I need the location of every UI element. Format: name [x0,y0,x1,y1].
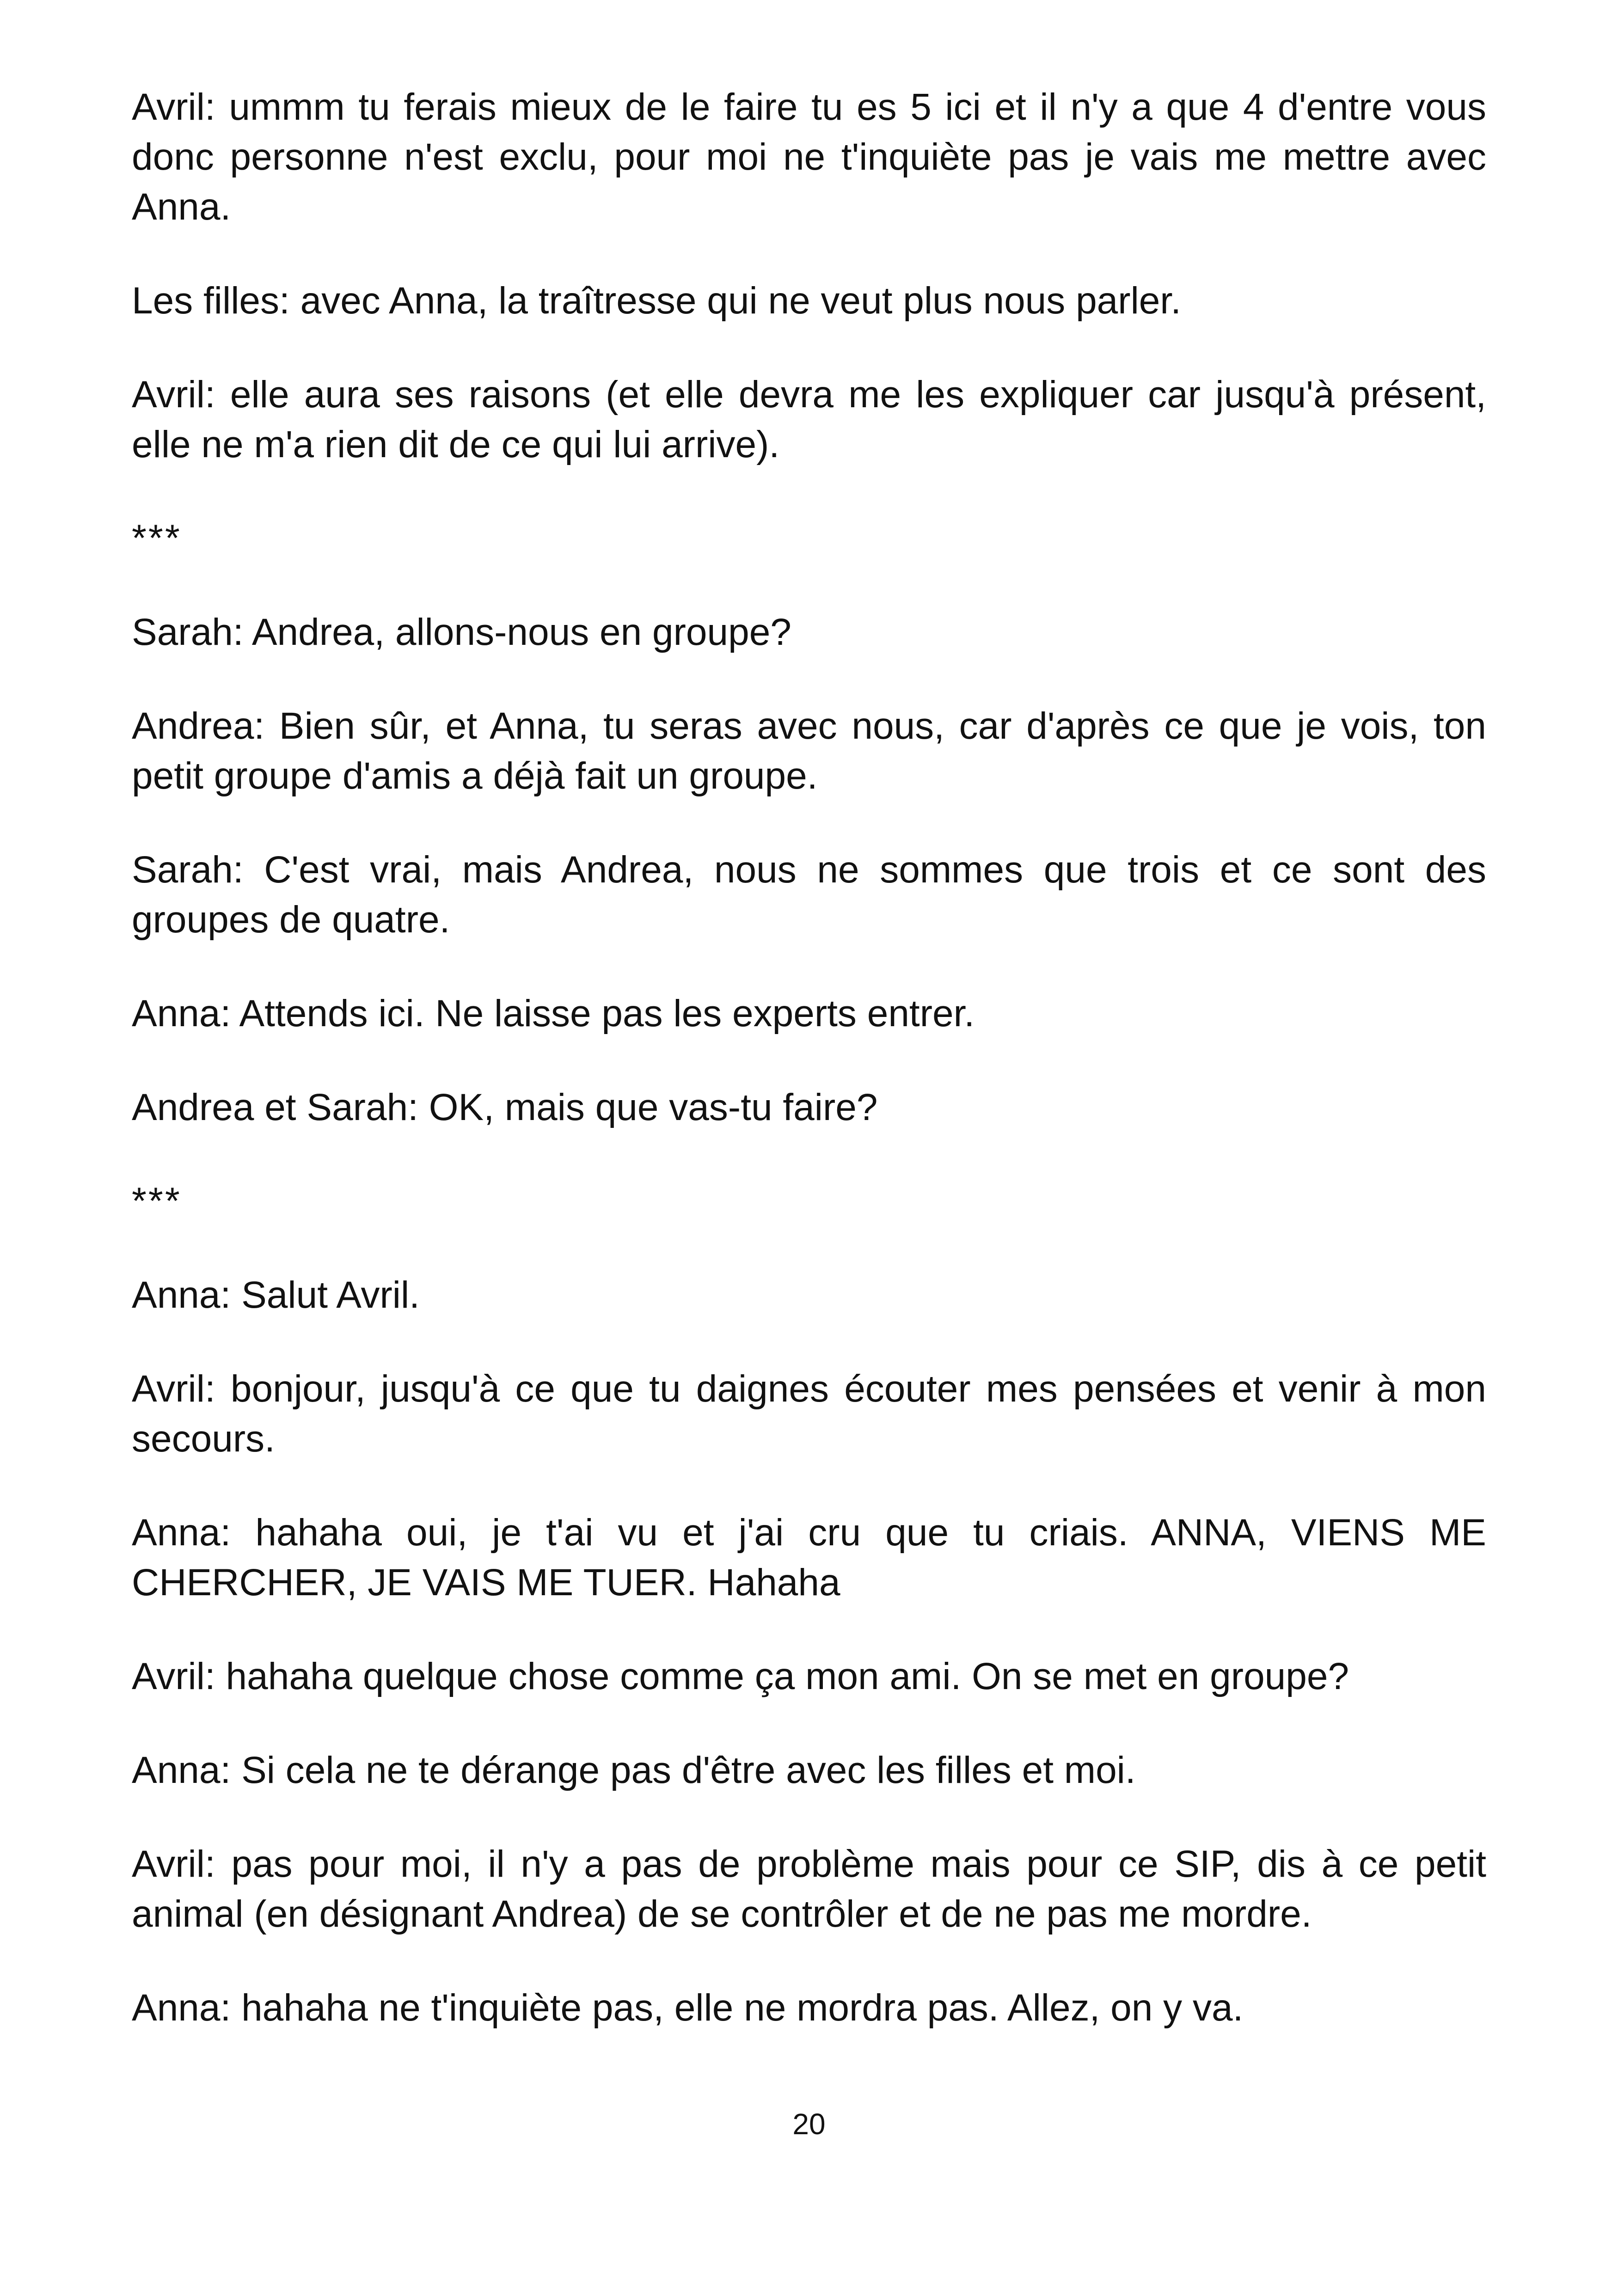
dialogue-paragraph: Anna: hahaha oui, je t'ai vu et j'ai cru que tu criais. ANNA, VIENS ME CHERCHER, JE VAIS ME TUER. Hahaha [132,1512,1486,1604]
dialogue-paragraph: Anna: hahaha ne t'inquiète pas, elle ne mordra pas. Allez, on y va. [132,1987,1244,2029]
dialogue-paragraph: Avril: pas pour moi, il n'y a pas de problème mais pour ce SIP, dis à ce petit animal (en désignant Andrea) de se contrôler et de ne pas me mordre. [132,1843,1486,1935]
dialogue-paragraph: Anna: Si cela ne te dérange pas d'être avec les filles et moi. [132,1749,1136,1791]
dialogue-paragraph: Anna: Salut Avril. [132,1274,420,1316]
dialogue-paragraph: Anna: Attends ici. Ne laisse pas les experts entrer. [132,992,975,1035]
dialogue-paragraph: Les filles: avec Anna, la traîtresse qui ne veut plus nous parler. [132,280,1181,322]
dialogue-paragraph: Andrea et Sarah: OK, mais que vas-tu faire? [132,1086,878,1128]
dialogue-paragraph: Avril: elle aura ses raisons (et elle devra me les expliquer car jusqu'à présent, elle ne m'a rien dit de ce qui lui arrive). [132,373,1486,465]
dialogue-paragraph: Avril: bonjour, jusqu'à ce que tu daignes écouter mes pensées et venir à mon secours. [132,1368,1486,1460]
dialogue-paragraph: Andrea: Bien sûr, et Anna, tu seras avec nous, car d'après ce que je vois, ton petit groupe d'amis a déjà fait un groupe. [132,705,1486,797]
scene-separator: *** [132,1180,182,1222]
page-number: 20 [792,2107,826,2141]
dialogue-paragraph: Avril: ummm tu ferais mieux de le faire tu es 5 ici et il n'y a que 4 d'entre vous donc personne n'est exclu, pour moi ne t'inquiète pas je vais me mettre avec Anna. [132,86,1486,228]
dialogue-paragraph: Sarah: C'est vrai, mais Andrea, nous ne sommes que trois et ce sont des groupes de quatre. [132,849,1486,941]
page-body [132,82,1486,2077]
dialogue-paragraph: Avril: hahaha quelque chose comme ça mon ami. On se met en groupe? [132,1655,1349,1697]
scene-separator: *** [132,517,182,559]
dialogue-paragraph: Sarah: Andrea, allons-nous en groupe? [132,611,791,653]
